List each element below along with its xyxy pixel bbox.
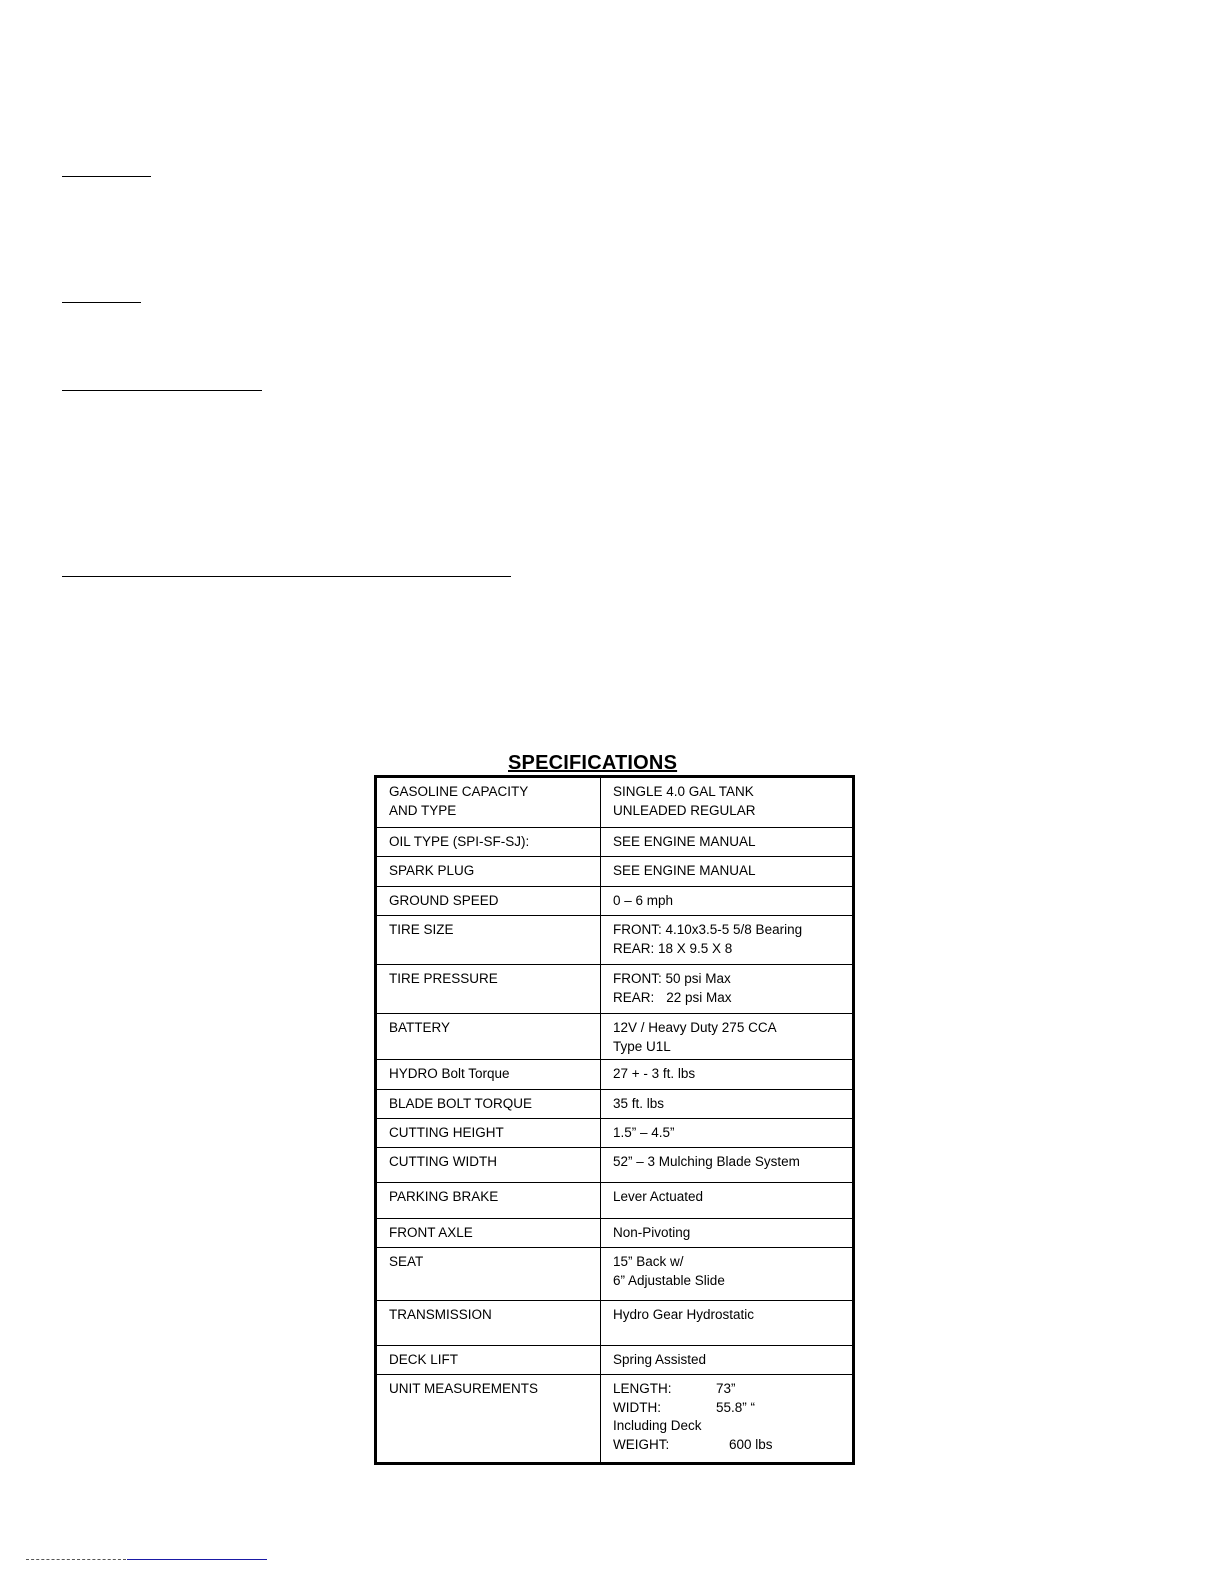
spec-value: 1.5” – 4.5” — [601, 1119, 854, 1148]
spec-value: 52” – 3 Mulching Blade System — [601, 1148, 854, 1183]
footer-link-underline — [127, 1559, 267, 1560]
spec-value: FRONT: 4.10x3.5-5 5/8 Bearing REAR: 18 X 9.5 X 8 — [601, 916, 854, 965]
spec-value: SINGLE 4.0 GAL TANK UNLEADED REGULAR — [601, 777, 854, 828]
spec-value: SEE ENGINE MANUAL — [601, 828, 854, 857]
table-row — [376, 1346, 854, 1375]
spec-label: FRONT AXLE — [376, 1219, 601, 1248]
spec-label: UNIT MEASUREMENTS — [376, 1375, 601, 1464]
spec-label: PARKING BRAKE — [376, 1183, 601, 1219]
spec-label: HYDRO Bolt Torque — [376, 1060, 601, 1090]
table-row — [376, 916, 854, 965]
footer-mark — [26, 1559, 126, 1560]
spec-value: FRONT: 50 psi Max REAR: 22 psi Max — [601, 965, 854, 1014]
spec-value: Lever Actuated — [601, 1183, 854, 1219]
specifications-title: SPECIFICATIONS — [508, 752, 678, 774]
spec-label: BLADE BOLT TORQUE — [376, 1090, 601, 1119]
table-row — [376, 777, 854, 828]
table-row — [376, 857, 854, 887]
table-row — [376, 1014, 854, 1060]
spec-label: SPARK PLUG — [376, 857, 601, 887]
heading-underline-4 — [62, 576, 511, 577]
table-row — [376, 887, 854, 916]
heading-underline-1 — [62, 176, 151, 177]
table-row — [376, 1219, 854, 1248]
table-row — [376, 1148, 854, 1183]
heading-underline-2 — [62, 302, 141, 303]
table-row — [376, 1060, 854, 1090]
table-row — [376, 828, 854, 857]
spec-value: 27 + - 3 ft. lbs — [601, 1060, 854, 1090]
spec-label: GASOLINE CAPACITY AND TYPE — [376, 777, 601, 828]
table-row — [376, 1183, 854, 1219]
table-row — [376, 1248, 854, 1301]
table-row — [376, 1301, 854, 1346]
spec-value: Spring Assisted — [601, 1346, 854, 1375]
spec-value: 0 – 6 mph — [601, 887, 854, 916]
spec-label: GROUND SPEED — [376, 887, 601, 916]
heading-underline-3 — [62, 390, 262, 391]
spec-label: SEAT — [376, 1248, 601, 1301]
spec-value: Hydro Gear Hydrostatic — [601, 1301, 854, 1346]
table-row — [376, 1119, 854, 1148]
spec-label: TIRE PRESSURE — [376, 965, 601, 1014]
spec-value: 15” Back w/ 6” Adjustable Slide — [601, 1248, 854, 1301]
spec-value: Non-Pivoting — [601, 1219, 854, 1248]
table-row — [376, 965, 854, 1014]
specifications-table — [374, 775, 855, 1465]
spec-label: TIRE SIZE — [376, 916, 601, 965]
spec-value: 35 ft. lbs — [601, 1090, 854, 1119]
spec-value: LENGTH: 73” WIDTH: 55.8” “ Including Deck WEIGHT: 600 lbs — [601, 1375, 854, 1464]
spec-label: CUTTING WIDTH — [376, 1148, 601, 1183]
spec-label: DECK LIFT — [376, 1346, 601, 1375]
spec-label: TRANSMISSION — [376, 1301, 601, 1346]
table-row — [376, 1375, 854, 1464]
spec-label: BATTERY — [376, 1014, 601, 1060]
spec-label: CUTTING HEIGHT — [376, 1119, 601, 1148]
spec-value: SEE ENGINE MANUAL — [601, 857, 854, 887]
table-row — [376, 1090, 854, 1119]
spec-value: 12V / Heavy Duty 275 CCA Type U1L — [601, 1014, 854, 1060]
spec-label: OIL TYPE (SPI-SF-SJ): — [376, 828, 601, 857]
